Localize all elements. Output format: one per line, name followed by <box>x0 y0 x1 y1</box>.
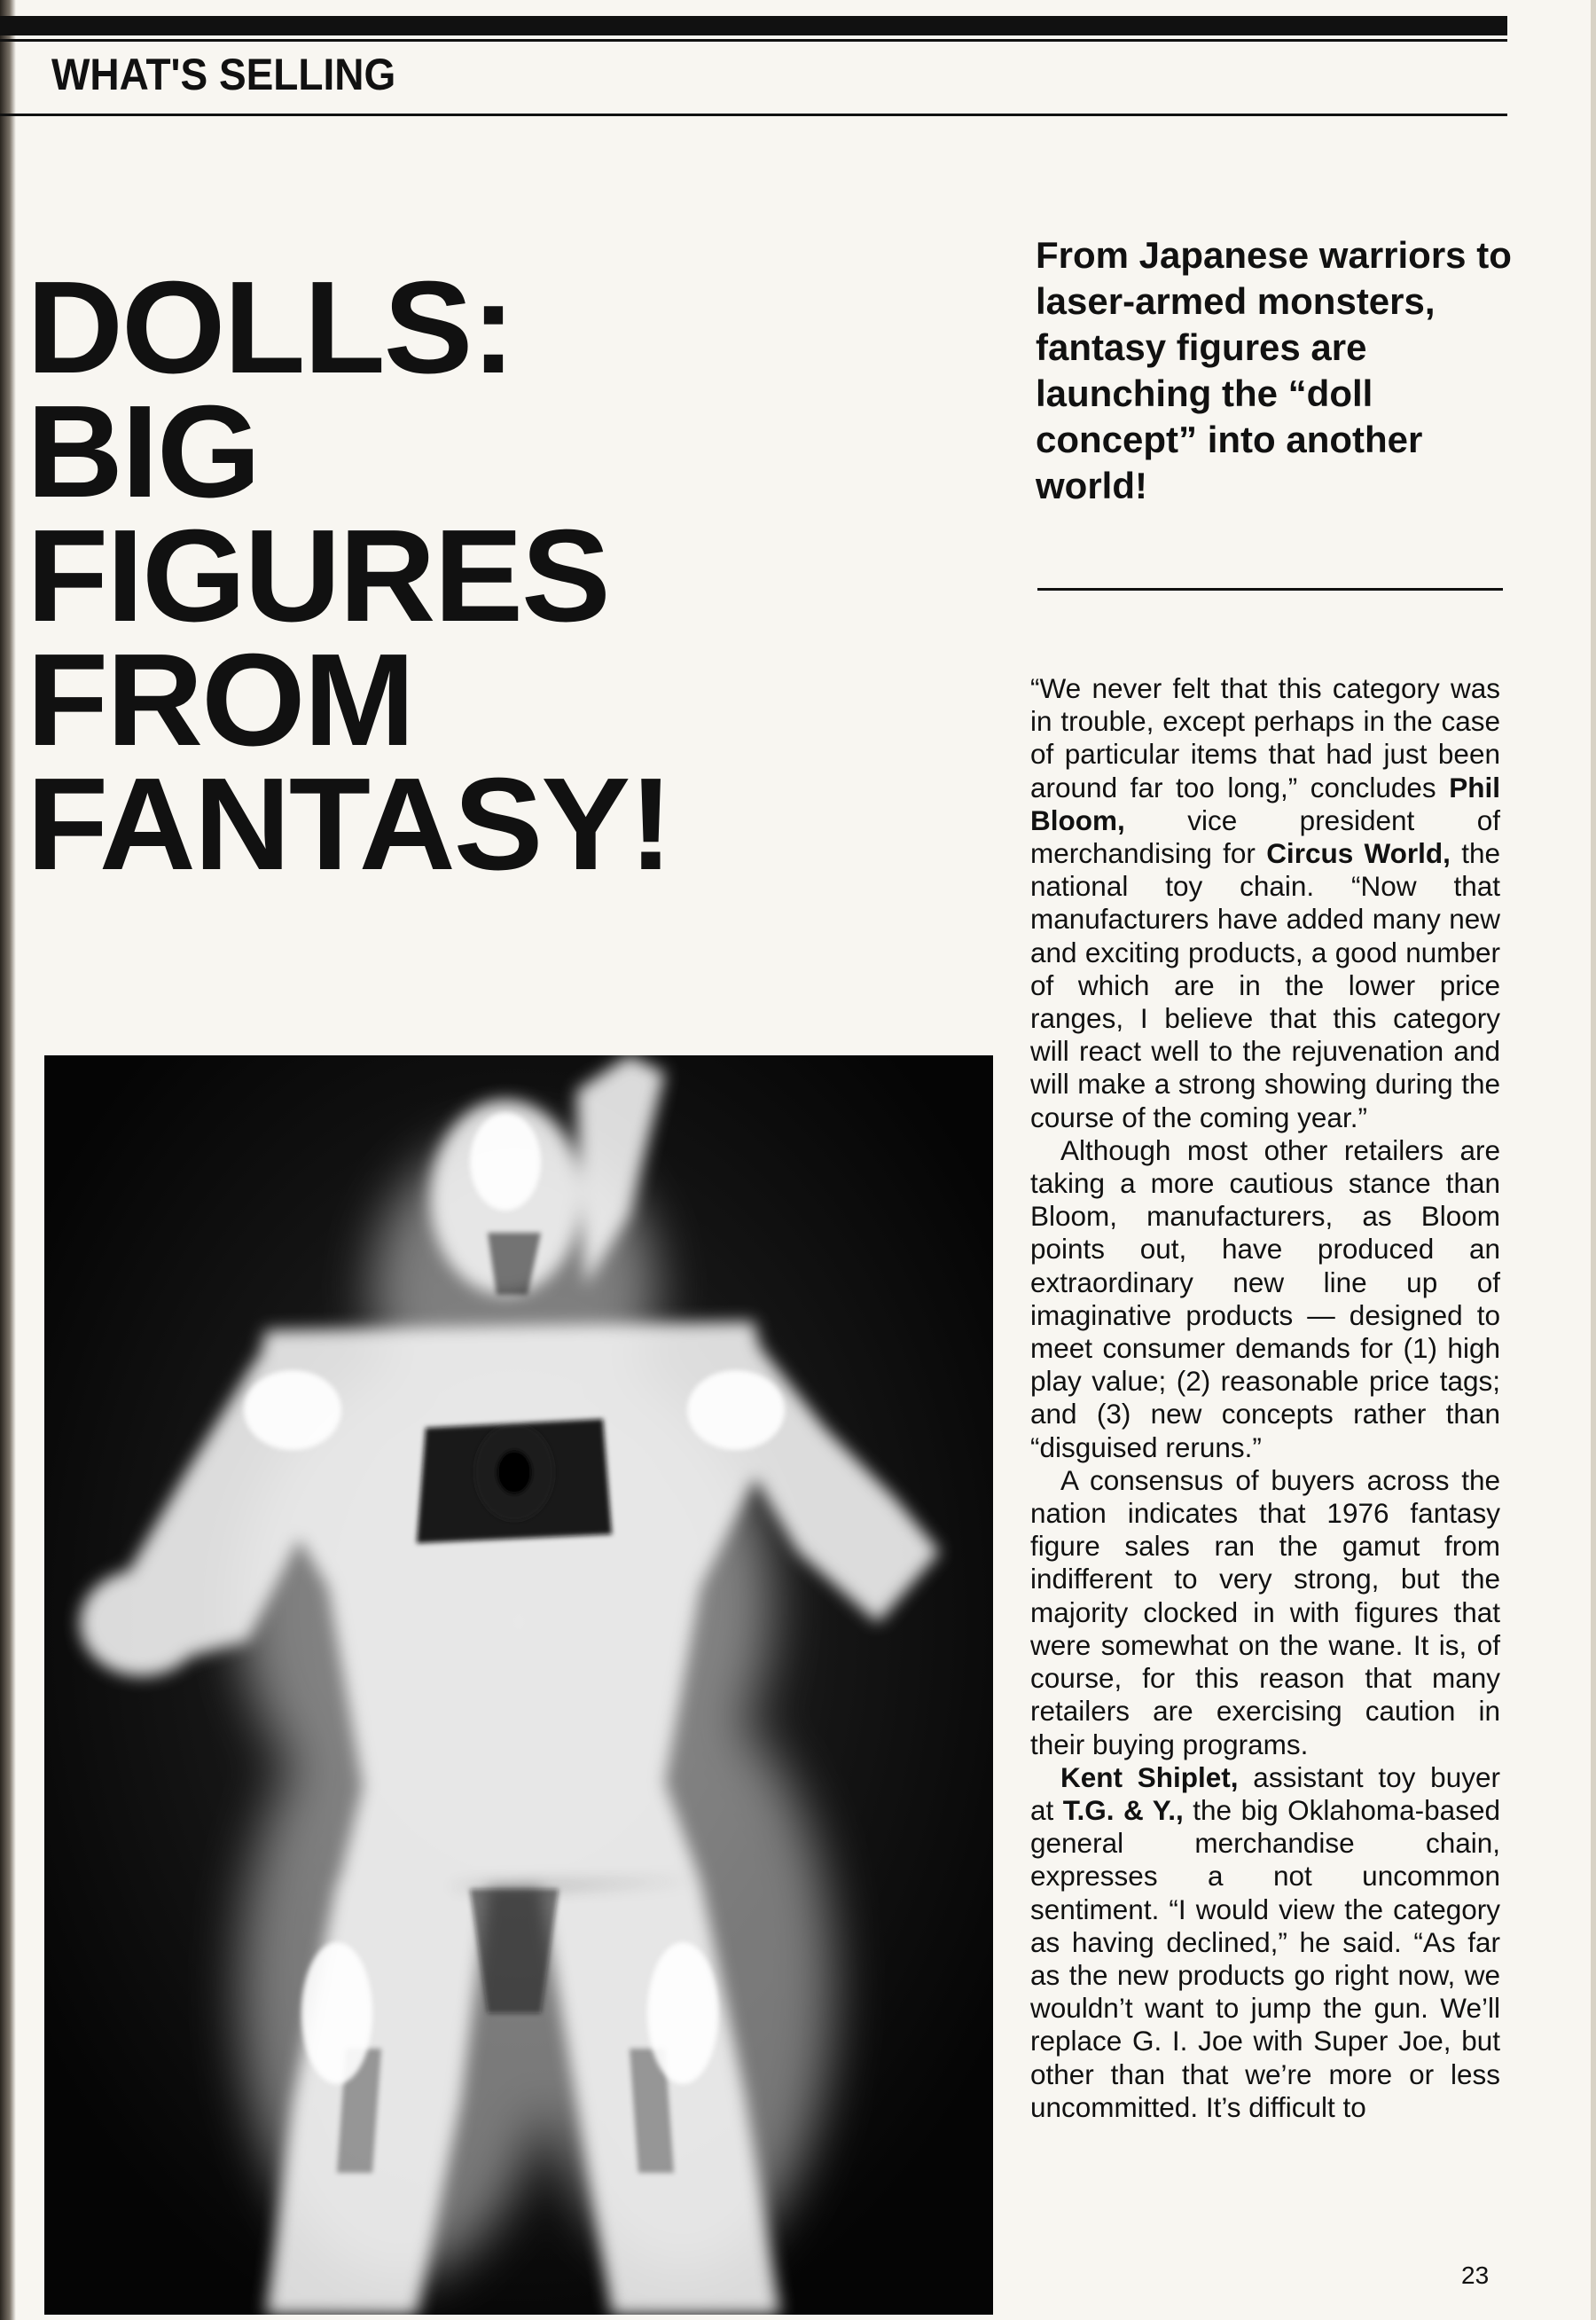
headline-line: FROM <box>27 627 414 773</box>
header-rule-thin-bottom <box>0 114 1507 116</box>
company-name: Circus World, <box>1266 837 1451 870</box>
page-right-edge <box>1591 0 1596 2320</box>
page-gutter-shadow <box>0 0 16 2320</box>
body-paragraph <box>1030 1761 1500 2124</box>
headline-line: DOLLS: <box>27 255 514 401</box>
deck-rule <box>1037 588 1503 591</box>
body-text-run: assistant toy buyer at <box>1030 1760 1500 1826</box>
body-paragraph: A consensus of buyers across the nation indicates that 1976 fantasy figure sales ran the gamut from indifferent to very strong, but the majority clocked in with figures that were somewhat on the wane. It is, of course, for this reason that many retailers are exercising caution in their buying programs. <box>1030 1463 1500 1760</box>
body-text-run: vice president of merchandising for <box>1030 803 1500 870</box>
headline-line: BIG <box>27 379 260 525</box>
header-rule-thin-top <box>0 39 1507 42</box>
article-body <box>1030 672 1500 2124</box>
person-name: Kent Shiplet, <box>1060 1760 1239 1793</box>
headline-line: FANTASY! <box>27 751 672 897</box>
glowing-robot-figure-photo <box>44 1055 993 2315</box>
body-paragraph: Although most other retailers are taking a more cautious stance than Bloom, manufacturers, as Bloom points out, have produced an extraordinary new line up of imaginative products — designed to meet consumer demands for (1) high play value; (2) reasonable price tags; and (3) new concepts rather than “disguised reruns.” <box>1030 1133 1500 1463</box>
body-paragraph <box>1030 672 1500 1134</box>
person-name: Phil Bloom, <box>1030 771 1500 836</box>
section-label: WHAT'S SELLING <box>51 50 396 99</box>
body-text-run: the national toy chain. “Now that manufacturers have added many new and exciting products, a good number of which are in the lower price ranges, I believe that this category will react well to the rejuvenation and will make a strong showing during the course of the coming year.” <box>1030 837 1500 1133</box>
body-text-run: “We never felt that this category was in trouble, except perhaps in the case of particular items that had just been around far too long,” concludes <box>1030 672 1500 803</box>
body-text-run: the big Oklahoma-based general merchandise chain, expresses a not uncommon sentiment. “I would view the category as having declined,” he said. “As far as the new products go right now, we wouldn’t want to jump the gun. We’ll replace G. I. Joe with Super Joe, but other than that we’re more or less uncommitted. It’s difficult to <box>1030 1793 1500 2123</box>
headline-line: FIGURES <box>27 503 609 649</box>
company-name: T.G. & Y., <box>1062 1793 1184 1826</box>
header-rule-thick <box>0 16 1507 35</box>
page-number: 23 <box>1461 2261 1490 2289</box>
headline <box>27 255 672 897</box>
deck-subheadline: From Japanese warriors to laser-armed monsters, fantasy figures are launching the “doll concept” into another world! <box>1036 234 1512 506</box>
